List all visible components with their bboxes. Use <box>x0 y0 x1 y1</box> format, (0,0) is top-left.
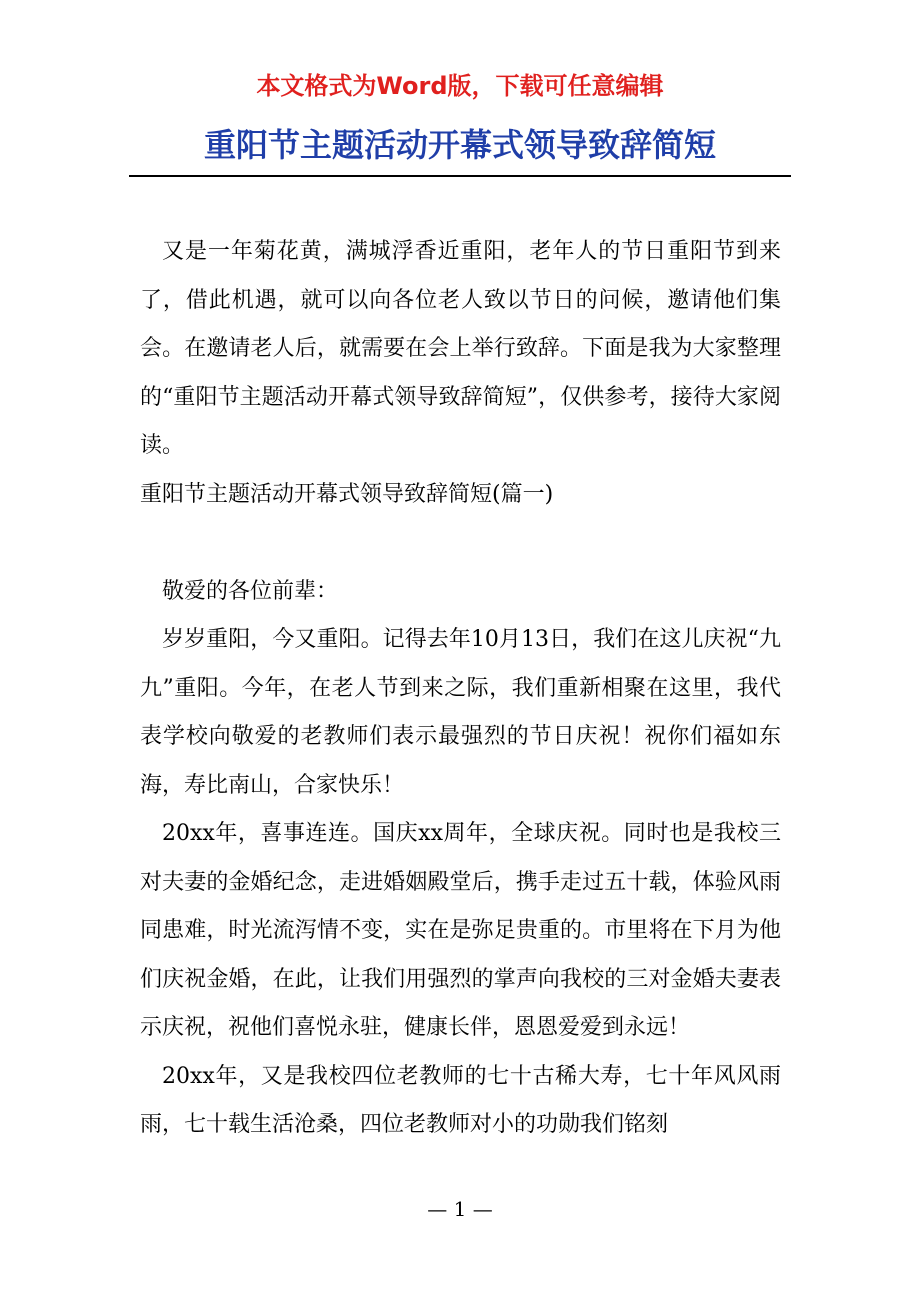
body-paragraph: 20xx年，又是我校四位老教师的七十古稀大寿，七十年风风雨雨，七十载生活沧桑，四位老教师对小的功勋我们铭刻 <box>140 1063 781 1137</box>
blank-line <box>140 519 781 568</box>
format-notice-banner: 本文格式为Word版，下载可任意编辑 <box>256 72 664 100</box>
title-divider <box>129 175 791 177</box>
salutation: 敬爱的各位前辈： <box>162 578 339 604</box>
intro-paragraph: 又是一年菊花黄，满城浮香近重阳，老年人的节日重阳节到来了，借此机遇，就可以向各位老人致以节日的问候，邀请他们集会。在邀请老人后，就需要在会上举行致辞。下面是我为大家整理的“重阳节主题活动开幕式领导致辞简短”，仅供参考，接待大家阅读。 <box>140 239 781 458</box>
body-paragraph: 20xx年，喜事连连。国庆xx周年，全球庆祝。同时也是我校三对夫妻的金婚纪念，走进婚姻殿堂后，携手走过五十载，体验风雨同患难，时光流泻情不变，实在是弥足贵重的。市里将在下月为他们庆祝金婚，在此，让我们用强烈的掌声向我校的三对金婚夫妻表示庆祝，祝他们喜悦永驻，健康长伴，恩恩爱爱到永远！ <box>140 821 781 1040</box>
page-number: — 1 — <box>427 1197 493 1221</box>
section-heading: 重阳节主题活动开幕式领导致辞简短(篇一) <box>140 481 554 507</box>
document-title: 重阳节主题活动开幕式领导致辞简短 <box>203 126 716 164</box>
body-paragraph: 岁岁重阳，今又重阳。记得去年10月13日，我们在这儿庆祝“九九”重阳。今年，在老人节到来之际，我们重新相聚在这里，我代表学校向敬爱的老教师们表示最强烈的节日庆祝！祝你们福如东海，寿比南山，合家快乐！ <box>140 627 781 798</box>
document-body <box>140 228 781 1150</box>
